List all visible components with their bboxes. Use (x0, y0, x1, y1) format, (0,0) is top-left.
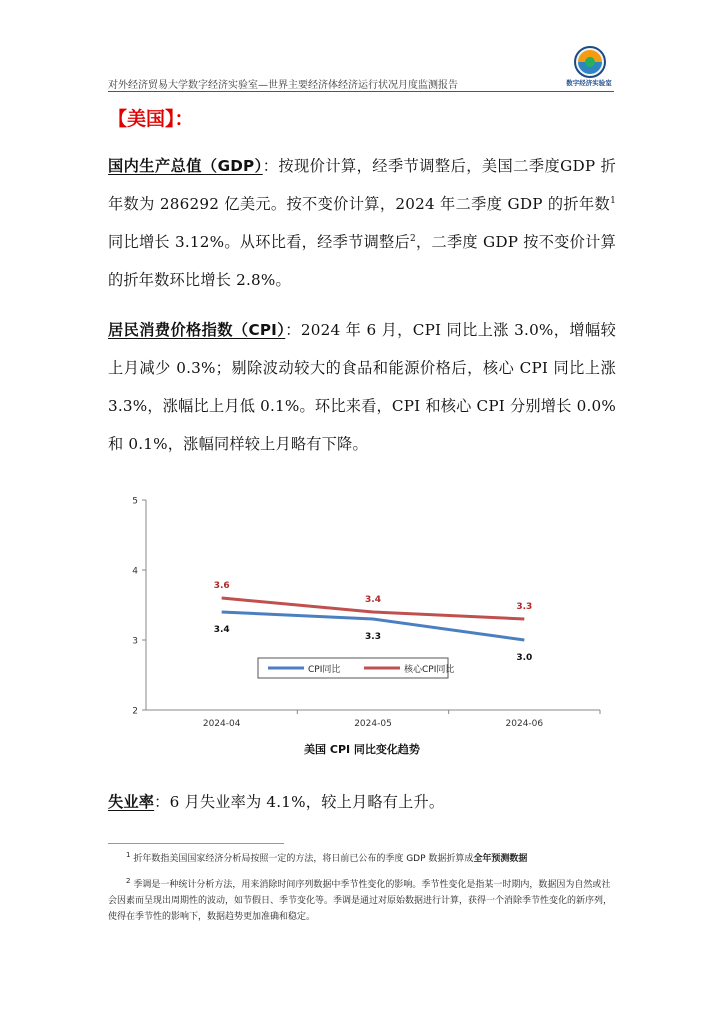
data-label: 3.6 (213, 581, 230, 591)
gdp-colon: ： (262, 157, 279, 175)
cpi-paragraph (108, 311, 616, 463)
x-tick-label: 2024-04 (202, 719, 241, 729)
footnote-1-mark: 1 (126, 851, 131, 859)
data-label: 3.0 (516, 653, 533, 663)
cpi-text: 2024 年 6 月，CPI 同比上涨 3.0%，增幅较上月减少 0.3%；剔除波动较大的食品和能源价格后，核心 CPI 同比上涨 3.3%，涨幅比上月低 0.1%。环比来看，CPI 和核心 CPI 分别增长 0.0%和 0.1%，涨幅同样较上月略有下降。 (108, 321, 616, 453)
gdp-text-3: ，二季度 GDP 按不变价计算的折年数环比增长 2.8%。 (108, 233, 616, 289)
x-tick-label: 2024-05 (354, 719, 392, 729)
footnote-2-mark: 2 (126, 877, 131, 885)
footnote-divider (108, 843, 284, 844)
section-title-usa: 【美国】： (108, 108, 194, 130)
report-header: 对外经济贸易大学数字经济实验室—世界主要经济体经济运行状况月度监测报告 (108, 80, 458, 91)
logo-text: 数字经济实验室 (566, 79, 612, 87)
cpi-line-chart (108, 490, 616, 730)
unemployment-heading: 失业率 (108, 793, 155, 811)
gdp-text-1: 按现价计算，经季节调整后，美国二季度GDP 折年数为 286292 亿美元。按不变价计算，2024 年二季度 GDP 的折年数 (108, 157, 616, 213)
y-tick-label: 2 (132, 706, 138, 717)
data-label: 3.3 (365, 632, 381, 642)
footnote-2 (108, 877, 616, 925)
legend-label: 核心CPI同比 (404, 665, 455, 675)
y-tick-label: 5 (132, 496, 138, 507)
unemployment-paragraph (108, 783, 616, 821)
footnote-1 (108, 851, 616, 867)
footnote-1-bold: 全年预测数据 (473, 854, 528, 864)
cpi-colon: ： (285, 321, 301, 339)
legend-label: CPI同比 (308, 665, 341, 675)
footnote-1-text: 折年数指美国国家经济分析局按照一定的方法，将日前已公布的季度 GDP 数据折算成 (133, 854, 474, 864)
x-tick-label: 2024-06 (505, 719, 544, 729)
cpi-heading: 居民消费价格指数（CPI） (108, 321, 286, 339)
gdp-paragraph (108, 147, 616, 299)
footnote-2-text: 季调是一种统计分析方法，用来消除时间序列数据中季节性变化的影响。季节性变化是指某一时期内，数据因为自然或社会因素而呈现出周期性的波动，如节假日、季节变化等。季调是通过对原始数据进行计算，获得一个消除季节性变化的新序列，使得在季节性的影响下，数据趋势更加准确和稳定。 (108, 880, 613, 922)
y-tick-label: 4 (132, 566, 138, 577)
gdp-heading: 国内生产总值（GDP） (108, 157, 263, 175)
footnote-ref-2[interactable]: 2 (409, 233, 416, 244)
data-label: 3.3 (516, 602, 533, 612)
chart-caption: 美国 CPI 同比变化趋势 (304, 743, 420, 756)
data-label: 3.4 (365, 595, 381, 605)
footnote-ref-1[interactable]: 1 (610, 195, 616, 206)
unemployment-colon: ： (154, 793, 170, 811)
data-label: 3.4 (213, 625, 230, 635)
unemployment-text: 6 月失业率为 4.1%，较上月略有上升。 (169, 793, 445, 811)
gdp-text-2: 同比增长 3.12%。从环比看，经季节调整后 (108, 233, 410, 251)
y-tick-label: 3 (132, 636, 138, 647)
header-divider (108, 91, 614, 92)
